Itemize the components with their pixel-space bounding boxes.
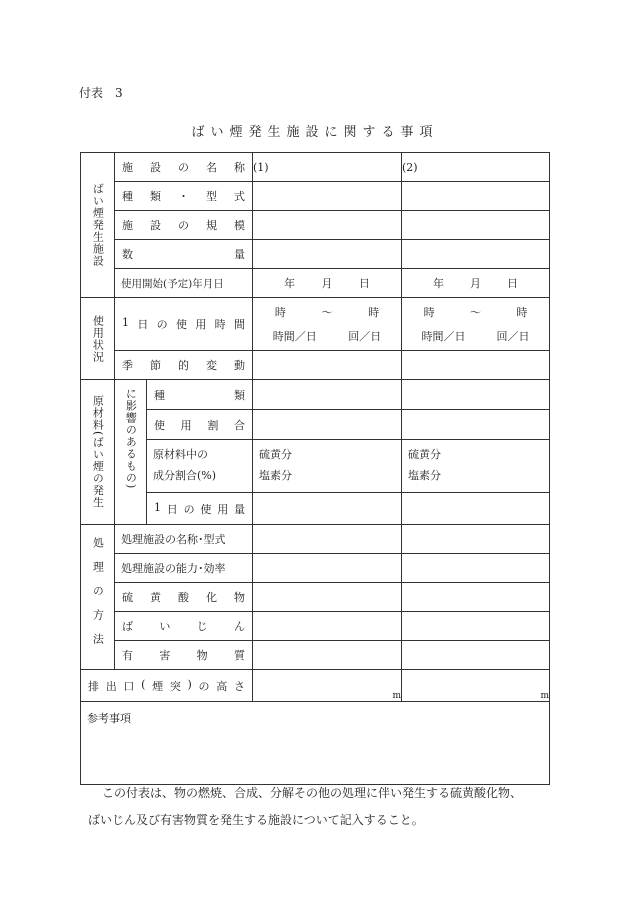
field-outlet-height-1[interactable]: m [253,670,402,702]
field-type-1[interactable] [253,182,402,211]
field-sox-2[interactable] [402,583,550,612]
category-usage: 使用状況 [81,298,115,380]
field-scale-2[interactable] [402,211,550,240]
field-count-1[interactable] [253,240,402,269]
field-dust-1[interactable] [253,612,402,641]
field-daily-hours-2[interactable]: 時 ～ 時 時間／日 回／日 [402,298,550,351]
label-seasonal: 季 節 的 変 動 [115,351,253,380]
category-material-sub: に影響のあるもの) [115,380,147,525]
label-count: 数 量 [115,240,253,269]
column-1-header: (1) [253,153,402,182]
label-treatment-name: 処理施設の名称･型式 [115,525,253,554]
label-material-ratio: 使 用 割 合 [147,410,253,440]
label-start-date: 使用開始(予定)年月日 [115,269,253,298]
field-material-ratio-2[interactable] [402,410,550,440]
label-outlet-height: 排 出 口 ( 煙 突 ) の 高 さ [81,670,253,702]
notes-label: 参考事項 [87,712,131,725]
label-dust: ば い じ ん [115,612,253,641]
field-material-kind-2[interactable] [402,380,550,410]
field-dust-2[interactable] [402,612,550,641]
field-start-date-2[interactable]: 年 月 日 [402,269,550,298]
field-treatment-ability-1[interactable] [253,554,402,583]
field-composition-1[interactable]: 硫黄分 塩素分 [253,440,402,493]
label-treatment-ability: 処理施設の能力･効率 [115,554,253,583]
field-material-daily-2[interactable] [402,493,550,525]
footnote-line-2: ばいじん及び有害物質を発生する施設について記入すること。 [88,813,424,827]
field-seasonal-1[interactable] [253,351,402,380]
label-sox: 硫 黄 酸 化 物 [115,583,253,612]
category-treatment: 処理の方法 [81,525,115,670]
footnote-line-1: この付表は、物の燃焼、合成、分解その他の処理に伴い発生する硫黄酸化物、 [102,786,523,800]
label-type: 種 類 ・ 型 式 [115,182,253,211]
field-outlet-height-2[interactable]: m [402,670,550,702]
label-daily-hours: 1 日 の 使 用 時 間 [115,298,253,351]
footnote [88,780,558,834]
field-treatment-name-2[interactable] [402,525,550,554]
column-2-header: (2) [402,153,550,182]
composition-label-text: 原材料中の 成分割合(%) [153,448,217,482]
label-material-composition [147,440,253,493]
field-scale-1[interactable] [253,211,402,240]
field-daily-hours-1[interactable]: 時 ～ 時 時間／日 回／日 [253,298,402,351]
label-material-kind: 種 類 [147,380,253,410]
field-seasonal-2[interactable] [402,351,550,380]
field-type-2[interactable] [402,182,550,211]
field-material-daily-1[interactable] [253,493,402,525]
form-title: ばい煙発生施設に関する事項 [191,125,439,140]
field-sox-1[interactable] [253,583,402,612]
field-treatment-ability-2[interactable] [402,554,550,583]
label-toxic: 有 害 物 質 [115,641,253,670]
label-facility-name: 施 設 の 名 称 [115,153,253,182]
field-count-2[interactable] [402,240,550,269]
label-material-daily: 1 日 の 使 用 量 [147,493,253,525]
appendix-label: 付表 3 [79,86,123,100]
facility-form-table [80,152,550,785]
field-toxic-2[interactable] [402,641,550,670]
field-start-date-1[interactable]: 年 月 日 [253,269,402,298]
field-material-ratio-1[interactable] [253,410,402,440]
field-material-kind-1[interactable] [253,380,402,410]
notes-field[interactable] [81,702,550,785]
category-facility: ばい煙発生施設 [81,153,115,298]
label-scale: 施 設 の 規 模 [115,211,253,240]
field-treatment-name-1[interactable] [253,525,402,554]
category-material: 原材料(ばい煙の発生 [81,380,115,525]
field-toxic-1[interactable] [253,641,402,670]
field-composition-2[interactable]: 硫黄分 塩素分 [402,440,550,493]
